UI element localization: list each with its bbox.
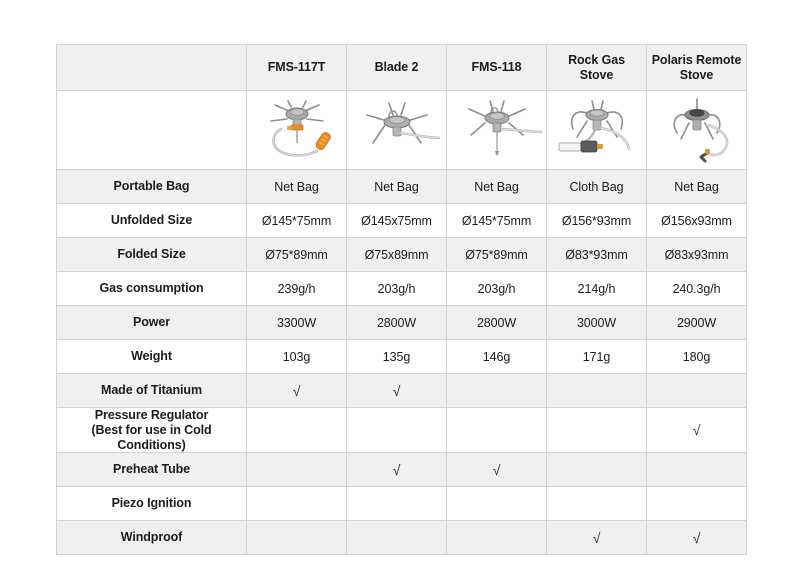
row-label-windproof: Windproof — [57, 521, 247, 555]
cell-folded-size-rock-gas-stove: Ø83*93mm — [547, 238, 647, 272]
cell-portable-bag-fms-118: Net Bag — [447, 170, 547, 204]
table-row — [57, 238, 747, 272]
cell-unfolded-size-rock-gas-stove: Ø156*93mm — [547, 204, 647, 238]
cell-folded-size-fms-117t: Ø75*89mm — [247, 238, 347, 272]
cell-piezo-ignition-fms-117t — [247, 487, 347, 521]
table-header — [57, 45, 747, 91]
cell-weight-rock-gas-stove: 171g — [547, 340, 647, 374]
cell-windproof-rock-gas-stove: √ — [547, 521, 647, 555]
cell-weight-polaris-remote-stove: 180g — [647, 340, 747, 374]
header-label-column — [57, 45, 247, 91]
cell-pressure-regulator-polaris-remote-stove: √ — [647, 408, 747, 453]
cell-unfolded-size-polaris-remote-stove: Ø156x93mm — [647, 204, 747, 238]
cell-pressure-regulator-fms-117t — [247, 408, 347, 453]
cell-windproof-fms-118 — [447, 521, 547, 555]
row-label-pressure-regulator — [57, 408, 247, 453]
cell-power-polaris-remote-stove: 2900W — [647, 306, 747, 340]
cell-portable-bag-rock-gas-stove: Cloth Bag — [547, 170, 647, 204]
cell-piezo-ignition-polaris-remote-stove — [647, 487, 747, 521]
cell-folded-size-blade-2: Ø75x89mm — [347, 238, 447, 272]
row-label-weight: Weight — [57, 340, 247, 374]
table-row — [57, 204, 747, 238]
cell-unfolded-size-fms-117t: Ø145*75mm — [247, 204, 347, 238]
table-row — [57, 374, 747, 408]
cell-gas-consumption-blade-2: 203g/h — [347, 272, 447, 306]
cell-portable-bag-blade-2: Net Bag — [347, 170, 447, 204]
cell-made-of-titanium-blade-2: √ — [347, 374, 447, 408]
row-label-pressure-regulator-line1: Pressure Regulator — [94, 408, 209, 422]
cell-folded-size-polaris-remote-stove: Ø83x93mm — [647, 238, 747, 272]
cell-made-of-titanium-fms-118 — [447, 374, 547, 408]
cell-unfolded-size-fms-118: Ø145*75mm — [447, 204, 547, 238]
product-comparison-table — [56, 44, 747, 555]
row-label-folded-size: Folded Size — [57, 238, 247, 272]
cell-piezo-ignition-rock-gas-stove — [547, 487, 647, 521]
cell-gas-consumption-fms-118: 203g/h — [447, 272, 547, 306]
row-label-pressure-regulator-line2: (Best for use in Cold Conditions) — [91, 422, 212, 452]
cell-power-blade-2: 2800W — [347, 306, 447, 340]
product-image-cell-blade-2 — [347, 91, 447, 170]
header-product-fms-117t: FMS-117T — [247, 45, 347, 91]
cell-power-rock-gas-stove: 3000W — [547, 306, 647, 340]
fms-117t-stove-icon — [247, 91, 346, 169]
cell-pressure-regulator-rock-gas-stove — [547, 408, 647, 453]
table-row — [57, 521, 747, 555]
cell-gas-consumption-polaris-remote-stove: 240.3g/h — [647, 272, 747, 306]
cell-power-fms-118: 2800W — [447, 306, 547, 340]
cell-made-of-titanium-rock-gas-stove — [547, 374, 647, 408]
product-image-cell-polaris-remote-stove — [647, 91, 747, 170]
table-row — [57, 272, 747, 306]
cell-preheat-tube-polaris-remote-stove — [647, 453, 747, 487]
product-comparison-table-wrapper — [56, 44, 746, 546]
product-image-row — [57, 91, 747, 170]
cell-piezo-ignition-fms-118 — [447, 487, 547, 521]
row-label-piezo-ignition: Piezo Ignition — [57, 487, 247, 521]
row-label-gas-consumption: Gas consumption — [57, 272, 247, 306]
table-row — [57, 306, 747, 340]
cell-preheat-tube-fms-117t — [247, 453, 347, 487]
table-row — [57, 170, 747, 204]
cell-power-fms-117t: 3300W — [247, 306, 347, 340]
fms-118-stove-icon — [447, 91, 546, 169]
cell-preheat-tube-blade-2: √ — [347, 453, 447, 487]
cell-gas-consumption-fms-117t: 239g/h — [247, 272, 347, 306]
header-product-blade-2: Blade 2 — [347, 45, 447, 91]
cell-preheat-tube-rock-gas-stove — [547, 453, 647, 487]
cell-gas-consumption-rock-gas-stove: 214g/h — [547, 272, 647, 306]
header-product-polaris-remote-stove: Polaris Remote Stove — [647, 45, 747, 91]
row-label-made-of-titanium: Made of Titanium — [57, 374, 247, 408]
cell-windproof-blade-2 — [347, 521, 447, 555]
cell-unfolded-size-blade-2: Ø145x75mm — [347, 204, 447, 238]
header-product-fms-118: FMS-118 — [447, 45, 547, 91]
cell-made-of-titanium-fms-117t: √ — [247, 374, 347, 408]
header-row — [57, 45, 747, 91]
row-label-preheat-tube: Preheat Tube — [57, 453, 247, 487]
cell-pressure-regulator-fms-118 — [447, 408, 547, 453]
cell-portable-bag-polaris-remote-stove: Net Bag — [647, 170, 747, 204]
polaris-remote-stove-icon — [647, 91, 746, 169]
cell-windproof-polaris-remote-stove: √ — [647, 521, 747, 555]
table-body — [57, 91, 747, 555]
product-image-cell-fms-117t — [247, 91, 347, 170]
cell-windproof-fms-117t — [247, 521, 347, 555]
product-image-cell-fms-118 — [447, 91, 547, 170]
blade-2-stove-icon — [347, 91, 446, 169]
cell-pressure-regulator-blade-2 — [347, 408, 447, 453]
table-row — [57, 487, 747, 521]
table-row — [57, 408, 747, 453]
row-label-unfolded-size: Unfolded Size — [57, 204, 247, 238]
cell-weight-fms-117t: 103g — [247, 340, 347, 374]
rock-gas-stove-icon — [547, 91, 646, 169]
cell-preheat-tube-fms-118: √ — [447, 453, 547, 487]
cell-portable-bag-fms-117t: Net Bag — [247, 170, 347, 204]
table-row — [57, 340, 747, 374]
cell-made-of-titanium-polaris-remote-stove — [647, 374, 747, 408]
image-row-label-cell — [57, 91, 247, 170]
cell-piezo-ignition-blade-2 — [347, 487, 447, 521]
cell-weight-fms-118: 146g — [447, 340, 547, 374]
row-label-portable-bag: Portable Bag — [57, 170, 247, 204]
product-image-cell-rock-gas-stove — [547, 91, 647, 170]
row-label-power: Power — [57, 306, 247, 340]
cell-folded-size-fms-118: Ø75*89mm — [447, 238, 547, 272]
cell-weight-blade-2: 135g — [347, 340, 447, 374]
table-row — [57, 453, 747, 487]
header-product-rock-gas-stove: Rock Gas Stove — [547, 45, 647, 91]
